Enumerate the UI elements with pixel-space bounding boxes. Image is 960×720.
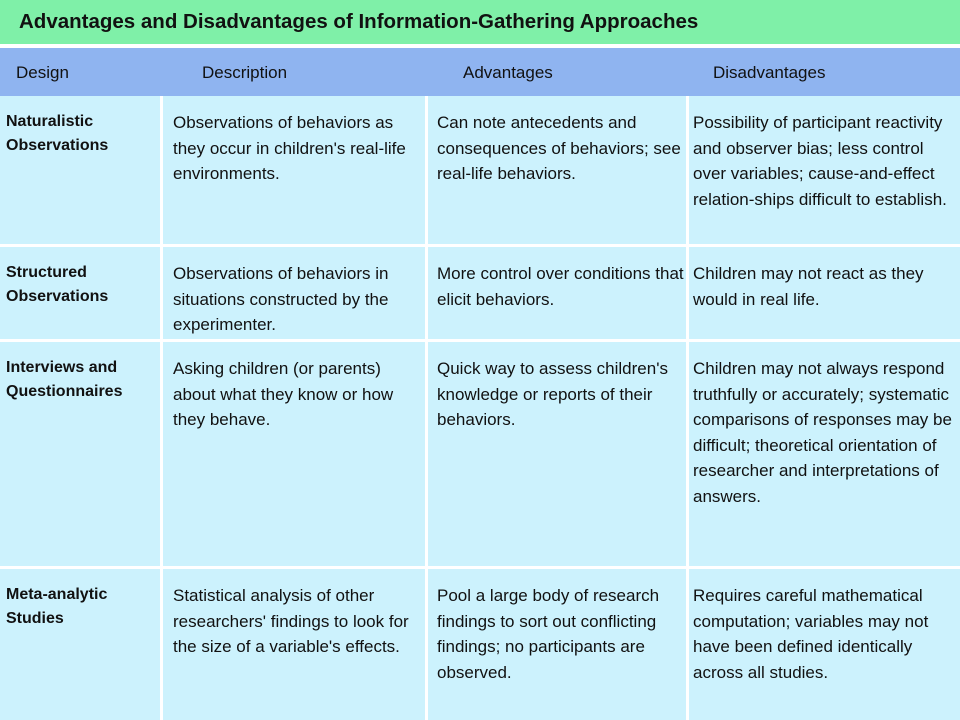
table-header [0, 48, 960, 96]
advantages-cell: Quick way to assess children's knowledge or reports of their behaviors. [428, 342, 686, 566]
table-row [0, 96, 960, 244]
design-cell: Interviews and Questionnaires [0, 342, 160, 566]
description-cell: Observations of behaviors as they occur in children's real-life environments. [163, 96, 425, 244]
header-design: Design [16, 63, 69, 82]
design-cell: Structured Observations [0, 247, 160, 339]
comparison-table [0, 96, 960, 720]
disadvantages-cell: Children may not react as they would in real life. [689, 247, 960, 339]
header-advantages: Advantages [463, 63, 553, 82]
disadvantages-cell: Possibility of participant reactivity and observer bias; less control over variables; cause-and-effect relation-ships difficult to establish. [689, 96, 960, 244]
header-description: Description [202, 63, 288, 82]
advantages-cell: Pool a large body of research findings to sort out conflicting findings; no participants are observed. [428, 569, 686, 720]
table-row [0, 569, 960, 720]
page-title: Advantages and Disadvantages of Information-Gathering Approaches [19, 10, 699, 33]
description-cell: Statistical analysis of other researchers' findings to look for the size of a variable's effects. [163, 569, 425, 720]
advantages-cell: Can note antecedents and consequences of behaviors; see real-life behaviors. [428, 96, 686, 244]
design-cell: Meta-analytic Studies [0, 569, 160, 720]
description-cell: Observations of behaviors in situations constructed by the experimenter. [163, 247, 425, 339]
disadvantages-cell: Children may not always respond truthfully or accurately; systematic comparisons of responses may be difficult; theoretical orientation of researcher and interpretations of answers. [689, 342, 960, 566]
table-row [0, 247, 960, 339]
disadvantages-cell: Requires careful mathematical computation; variables may not have been defined identically across all studies. [689, 569, 960, 720]
table-row [0, 342, 960, 566]
advantages-cell: More control over conditions that elicit behaviors. [428, 247, 686, 339]
header-disadvantages: Disadvantages [713, 63, 826, 82]
design-cell: Naturalistic Observations [0, 96, 160, 244]
title-bar [0, 0, 960, 46]
description-cell: Asking children (or parents) about what they know or how they behave. [163, 342, 425, 566]
